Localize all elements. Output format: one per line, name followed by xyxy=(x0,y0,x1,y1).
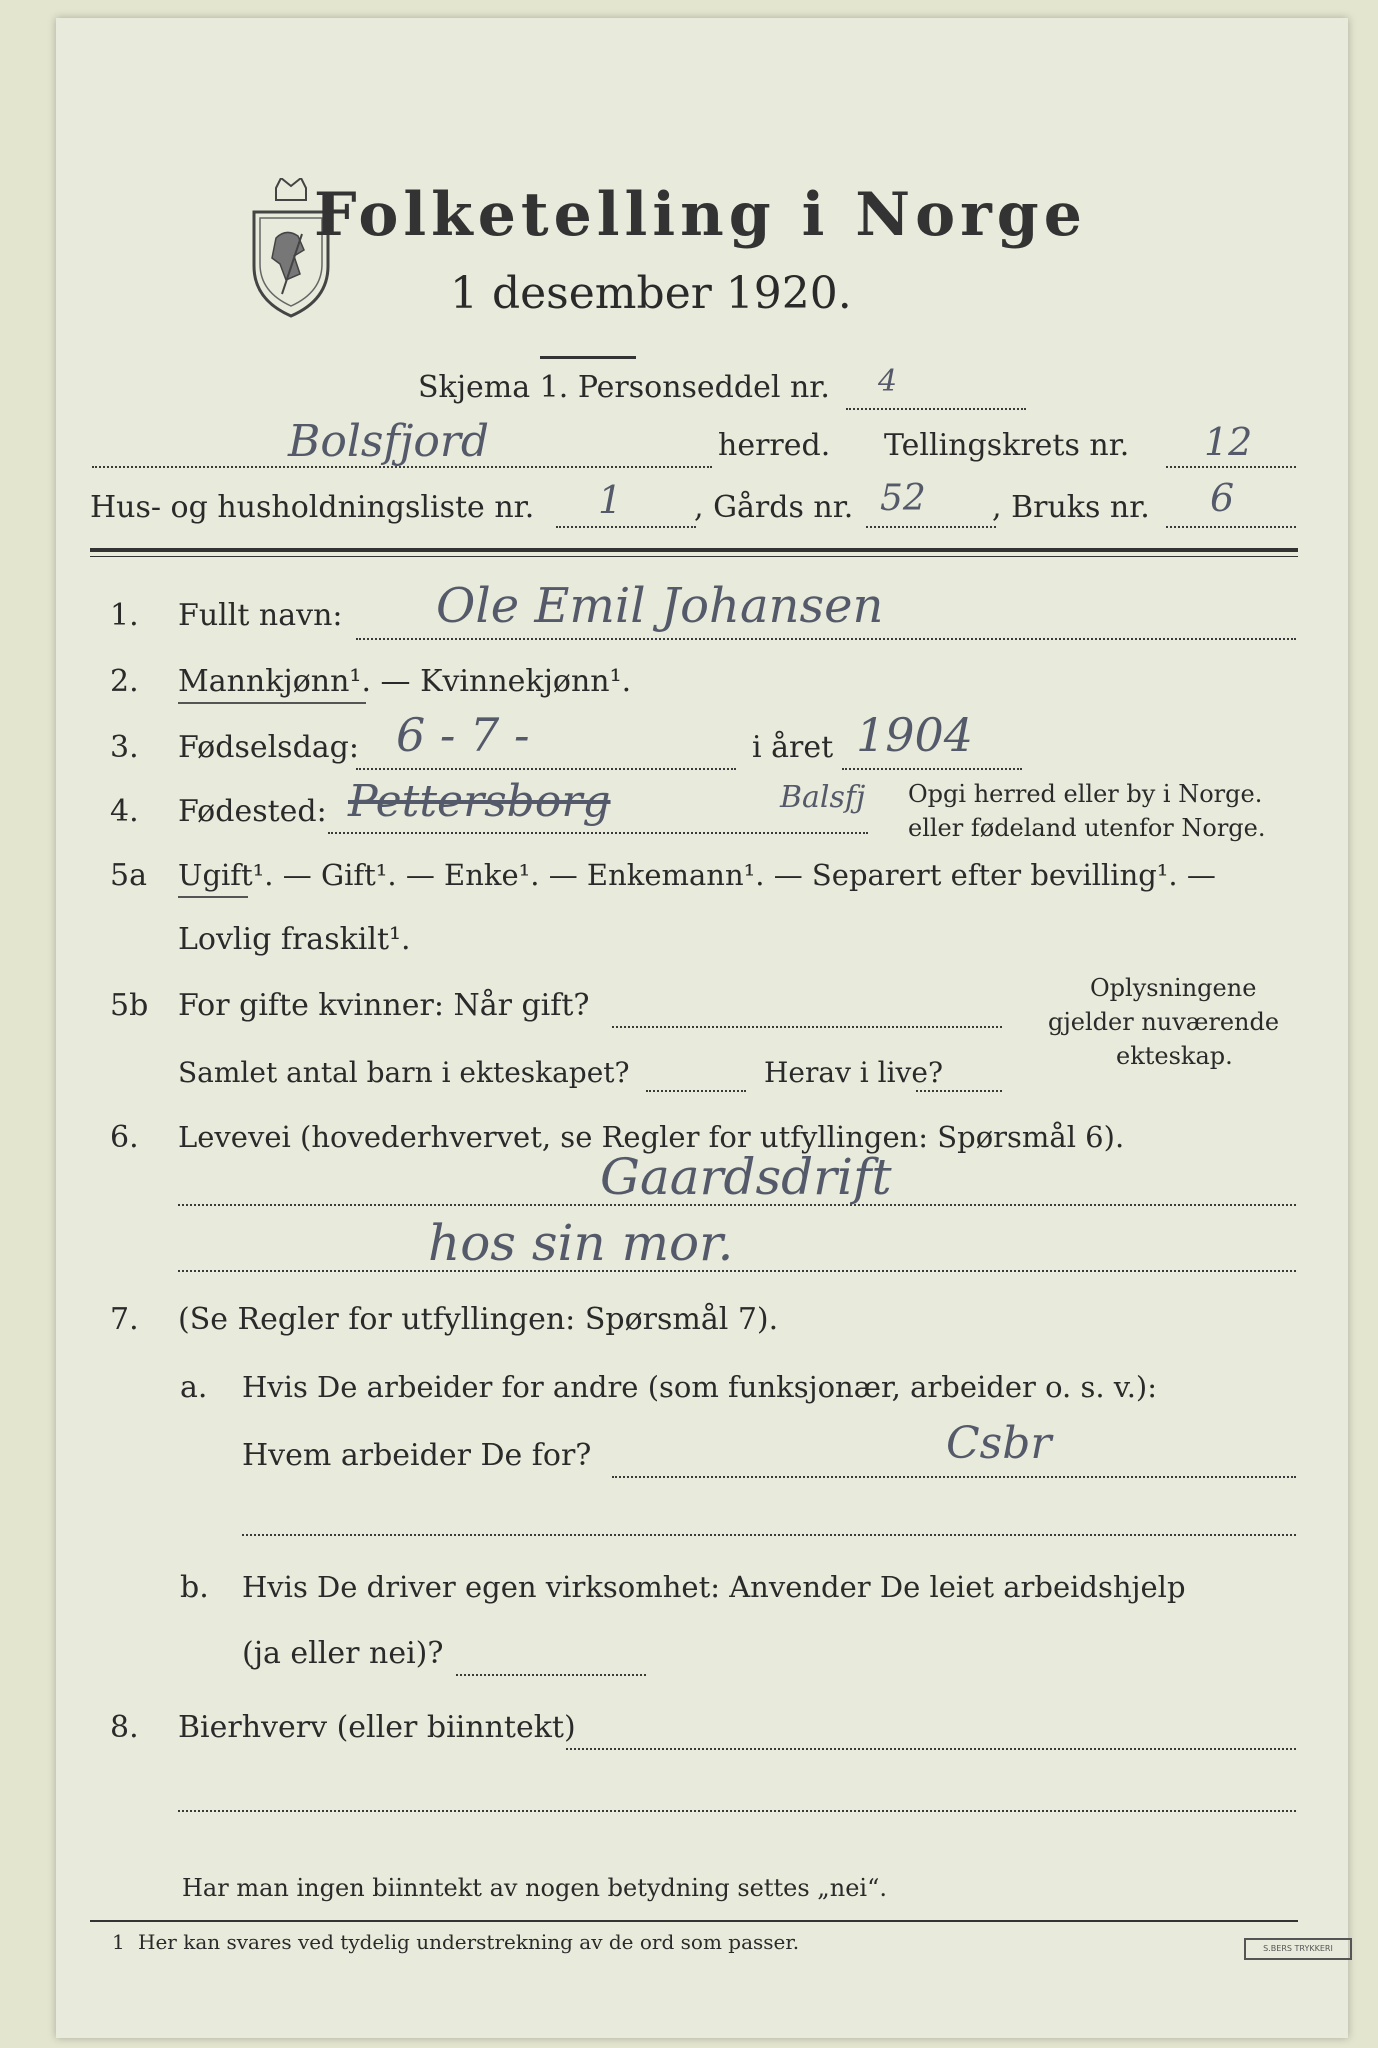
q6-value2: hos sin mor. xyxy=(428,1214,734,1272)
skjema-label: Skjema 1. Personseddel nr. xyxy=(418,370,830,405)
q8-dotline2 xyxy=(178,1810,1296,1812)
q5b-barn-dotline xyxy=(646,1090,746,1092)
q5b-note-line3: ekteskap. xyxy=(1116,1042,1233,1070)
footnote-text: Her kan svares ved tydelig understrekning av de ord som passer. xyxy=(138,1930,800,1954)
census-form xyxy=(56,18,1348,2038)
gards-label: , Gårds nr. xyxy=(694,490,854,525)
husliste-label: Hus- og husholdningsliste nr. xyxy=(90,490,535,525)
herred-value: Bolsfjord xyxy=(288,416,490,467)
q3-dotline xyxy=(356,768,736,770)
header-rule xyxy=(90,548,1298,552)
form-date: 1 desember 1920. xyxy=(450,268,852,319)
q3-year-dotline xyxy=(842,768,1022,770)
q7a-dotline1 xyxy=(612,1476,1296,1478)
q5a-underline-ugift xyxy=(178,896,248,898)
q2-number: 2. xyxy=(110,664,139,699)
q3-year-value: 1904 xyxy=(856,708,974,762)
q6-value1: Gaardsdrift xyxy=(600,1148,892,1206)
gards-value: 52 xyxy=(880,478,926,519)
footnote-number: 1 xyxy=(112,1930,125,1954)
q5b-label: For gifte kvinner: Når gift? xyxy=(178,988,590,1023)
gards-dotline xyxy=(866,526,996,528)
q4-note-line2: eller fødeland utenfor Norge. xyxy=(908,814,1266,842)
q7b-label2: (ja eller nei)? xyxy=(242,1636,444,1671)
q6-number: 6. xyxy=(110,1120,139,1155)
q3-number: 3. xyxy=(110,730,139,765)
q8-number: 8. xyxy=(110,1710,139,1745)
q8-label: Bierhverv (eller biinntekt) xyxy=(178,1710,576,1745)
q7b-number: b. xyxy=(180,1570,209,1605)
q7a-value: Csbr xyxy=(946,1418,1052,1469)
q4-note-line1: Opgi herred eller by i Norge. xyxy=(908,780,1263,808)
q2-underline-mann xyxy=(178,702,366,704)
bruks-dotline xyxy=(1166,526,1296,528)
tellingskrets-label: Tellingskrets nr. xyxy=(884,428,1130,463)
q1-number: 1. xyxy=(110,598,139,633)
q5b-note-line1: Oplysningene xyxy=(1090,974,1257,1002)
tellingskrets-dotline xyxy=(1166,466,1296,468)
q7a-label: Hvis De arbeider for andre (som funksjonær, arbeider o. s. v.): xyxy=(242,1370,1158,1404)
q2-label: Mannkjønn¹. — Kvinnekjønn¹. xyxy=(178,664,632,699)
skjema-value: 4 xyxy=(878,364,898,399)
q7a-dotline2 xyxy=(242,1534,1296,1536)
q5a-label2: Lovlig fraskilt¹. xyxy=(178,922,411,957)
q4-value-correction: Balsfj xyxy=(780,780,866,815)
q1-dotline xyxy=(356,638,1296,640)
husliste-value: 1 xyxy=(598,478,623,522)
q5b-label3: Herav i live? xyxy=(764,1056,943,1089)
header-rule-thin xyxy=(90,556,1298,557)
husliste-dotline xyxy=(556,526,696,528)
herred-label: herred. xyxy=(718,428,831,463)
q3-label: Fødselsdag: xyxy=(178,730,359,765)
q5a-label: Ugift¹. — Gift¹. — Enke¹. — Enkemann¹. — Separert efter bevilling¹. — xyxy=(178,858,1216,892)
q6-dotline2 xyxy=(178,1270,1296,1272)
q8-dotline1 xyxy=(566,1748,1296,1750)
q4-value-struck: Pettersborg xyxy=(348,776,611,827)
q5b-number: 5b xyxy=(110,988,149,1023)
bruks-value: 6 xyxy=(1210,476,1235,520)
skjema-dotline xyxy=(846,408,1026,410)
tellingskrets-value: 12 xyxy=(1204,420,1253,464)
q5b-live-dotline xyxy=(916,1090,1002,1092)
q5b-note-line2: gjelder nuværende xyxy=(1048,1008,1280,1036)
q4-number: 4. xyxy=(110,794,139,829)
bruks-label: , Bruks nr. xyxy=(992,490,1150,525)
q6-label: Levevei (hovederhvervet, se Regler for utfyllingen: Spørsmål 6). xyxy=(178,1120,1125,1154)
footer-rule xyxy=(90,1920,1298,1922)
q1-value: Ole Emil Johansen xyxy=(436,578,884,634)
q7a-label2: Hvem arbeider De for? xyxy=(242,1438,592,1473)
q5a-number: 5a xyxy=(110,858,147,893)
q7b-dotline xyxy=(456,1674,646,1676)
q7a-number: a. xyxy=(180,1370,208,1405)
form-title: Folketelling i Norge xyxy=(314,180,1087,250)
q3-value: 6 - 7 - xyxy=(396,708,530,762)
printer-stamp: S.BERS TRYKKERI xyxy=(1244,1938,1352,1960)
q5b-label2: Samlet antal barn i ekteskapet? xyxy=(178,1056,630,1089)
q8-note: Har man ingen biinntekt av nogen betydning settes „nei“. xyxy=(182,1874,887,1902)
q7b-label: Hvis De driver egen virksomhet: Anvender De leiet arbeidshjelp xyxy=(242,1570,1186,1604)
q3-year-label: i året xyxy=(752,730,834,765)
title-divider xyxy=(540,356,636,359)
q1-label: Fullt navn: xyxy=(178,598,343,633)
q4-dotline xyxy=(328,832,868,834)
q7-label: (Se Regler for utfyllingen: Spørsmål 7). xyxy=(178,1302,779,1337)
q5b-dotline xyxy=(612,1026,1002,1028)
q7-number: 7. xyxy=(110,1302,139,1337)
q4-label: Fødested: xyxy=(178,794,327,829)
